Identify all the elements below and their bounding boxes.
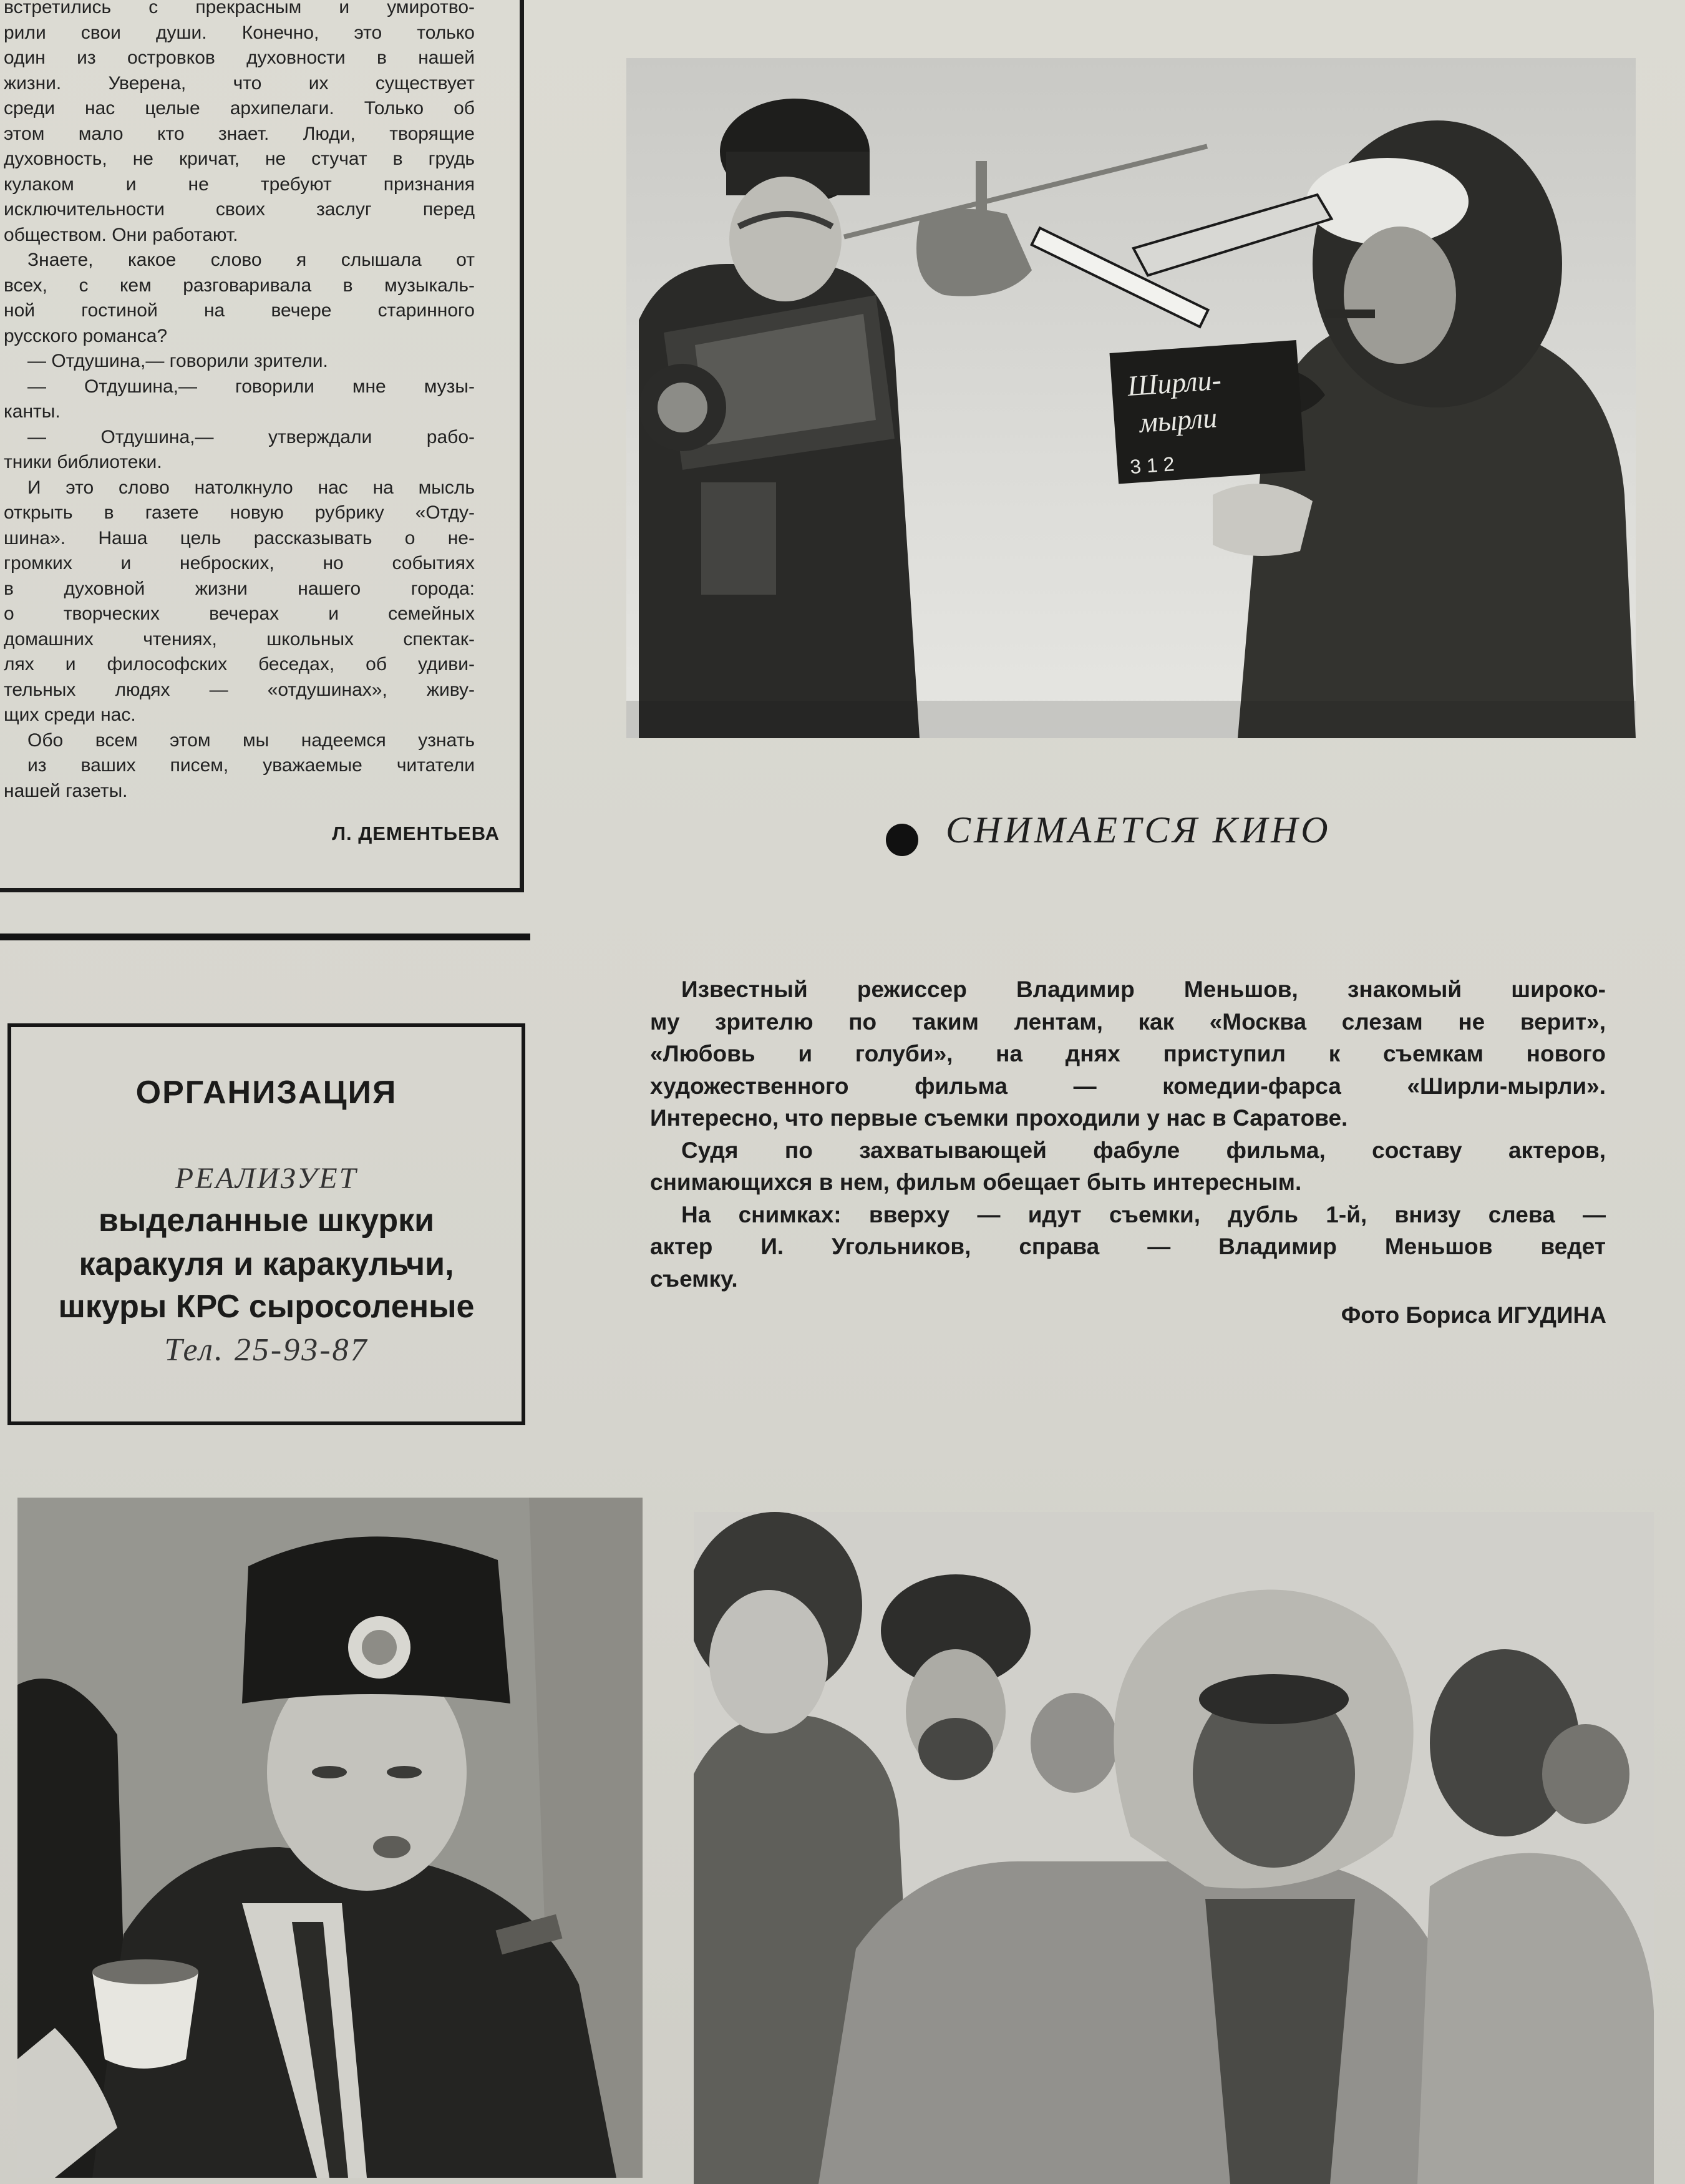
caption-line: актер И. Угольников, справа — Владимир Меньшов ведет [650,1234,1606,1259]
clapper-title-1: Ширли- [1126,363,1223,402]
clapper-numbers: 3 1 2 [1129,452,1175,479]
film-shooting-photo [626,58,1636,738]
text-line: о творческих вечерах и семейных [4,603,475,624]
text-line: домашних чтениях, школьных спектак- [4,628,475,650]
actor-photo [17,1498,643,2178]
caption-line: На снимках: вверху — идут съемки, дубль 1-й, внизу слева — [681,1201,1606,1227]
photo-credit: Фото Бориса ИГУДИНА [1341,1302,1606,1328]
text-line: — Отдушина,— утверждали рабо- [27,426,475,447]
text-line: открыть в газете новую рубрику «Отду- [4,502,475,523]
caption-line: «Любовь и голуби», на днях приступил к съемкам нового [650,1041,1606,1066]
ad-line: каракуля и каракульчи, [79,1246,454,1282]
text-line: исключительности своих заслуг перед [4,199,475,220]
text-line: канты. [4,401,61,422]
caption-article [650,973,1606,1295]
text-line: среди нас целые архипелаги. Только об [4,98,475,119]
text-line: встретились с прекрасным и умиротво- [4,0,475,17]
ad-line: шкуры КРС сыросоленые [58,1289,475,1325]
ad-phone: Тел. 25-93-87 [164,1332,369,1368]
text-line: обществом. Они работают. [4,224,238,245]
caption-line: Интересно, что первые съемки проходили у нас в Саратове. [650,1105,1348,1131]
text-line: Обо всем этом мы надеемся узнать [27,729,475,751]
left-article-box [0,0,524,892]
ad-title: ОРГАНИЗАЦИЯ [135,1075,397,1111]
caption-line: му зрителю по таким лентам, как «Москва слезам не верит», [650,1008,1606,1035]
advertisement-box [7,1023,525,1425]
text-line: рили свои души. Конечно, это только [4,22,475,43]
text-line: И это слово натолкнуло нас на мысль [27,477,475,498]
text-line: один из островков духовности в нашей [4,47,475,68]
director-crew-photo [694,1512,1654,2184]
text-line: лях и философских беседах, об удиви- [4,654,475,675]
text-line: тники библиотеки. [4,452,162,472]
caption-line: Судя по захватывающей фабуле фильма, составу актеров, [681,1137,1606,1163]
text-line: духовность, не кричат, не стучат в грудь [4,149,475,169]
caption-line: художественного фильма — комедии-фарса «Ширли-мырли». [650,1073,1606,1099]
article-signature: Л. ДЕМЕНТЬЕВА [332,822,500,844]
text-line: этом мало кто знает. Люди, творящие [4,123,475,144]
text-line: в духовной жизни нашего города: [4,578,475,599]
text-line: из ваших писем, уважаемые читатели [27,755,475,776]
caption-line: Известный режиссер Владимир Меньшов, знакомый широко- [681,977,1606,1002]
text-line: щих среди нас. [4,704,136,725]
text-line: Знаете, какое слово я слышала от [27,250,475,270]
ad-verb: РЕАЛИЗУЕТ [175,1162,358,1195]
text-line: — Отдушина,— говорили зрители. [27,351,328,371]
text-line: тельных людях — «отдушинах», живу- [4,679,475,700]
text-line: громких и неброских, но событиях [4,553,475,573]
text-line: шина». Наша цель рассказывать о не- [4,527,475,548]
left-article-text [4,0,475,804]
section-divider [0,934,530,940]
text-line: нашей газеты. [4,780,128,801]
text-line: жизни. Уверена, что их существует [4,72,475,94]
text-line: ной гостиной на вечере старинного [4,300,475,321]
ad-line: выделанные шкурки [98,1202,435,1239]
heading-bullet-icon [886,824,918,856]
text-line: — Отдушина,— говорили мне музы- [27,376,475,397]
caption-line: снимающихся в нем, фильм обещает быть интересным. [650,1169,1302,1195]
text-line: кулаком и не требуют признания [4,173,475,195]
text-line: русского романса? [4,325,168,346]
caption-line: съемку. [650,1265,738,1292]
clapper-title-2: мырли [1138,401,1218,439]
section-heading: СНИМАЕТСЯ КИНО [946,809,1331,851]
text-line: всех, с кем разговаривала в музыкаль- [4,275,475,296]
